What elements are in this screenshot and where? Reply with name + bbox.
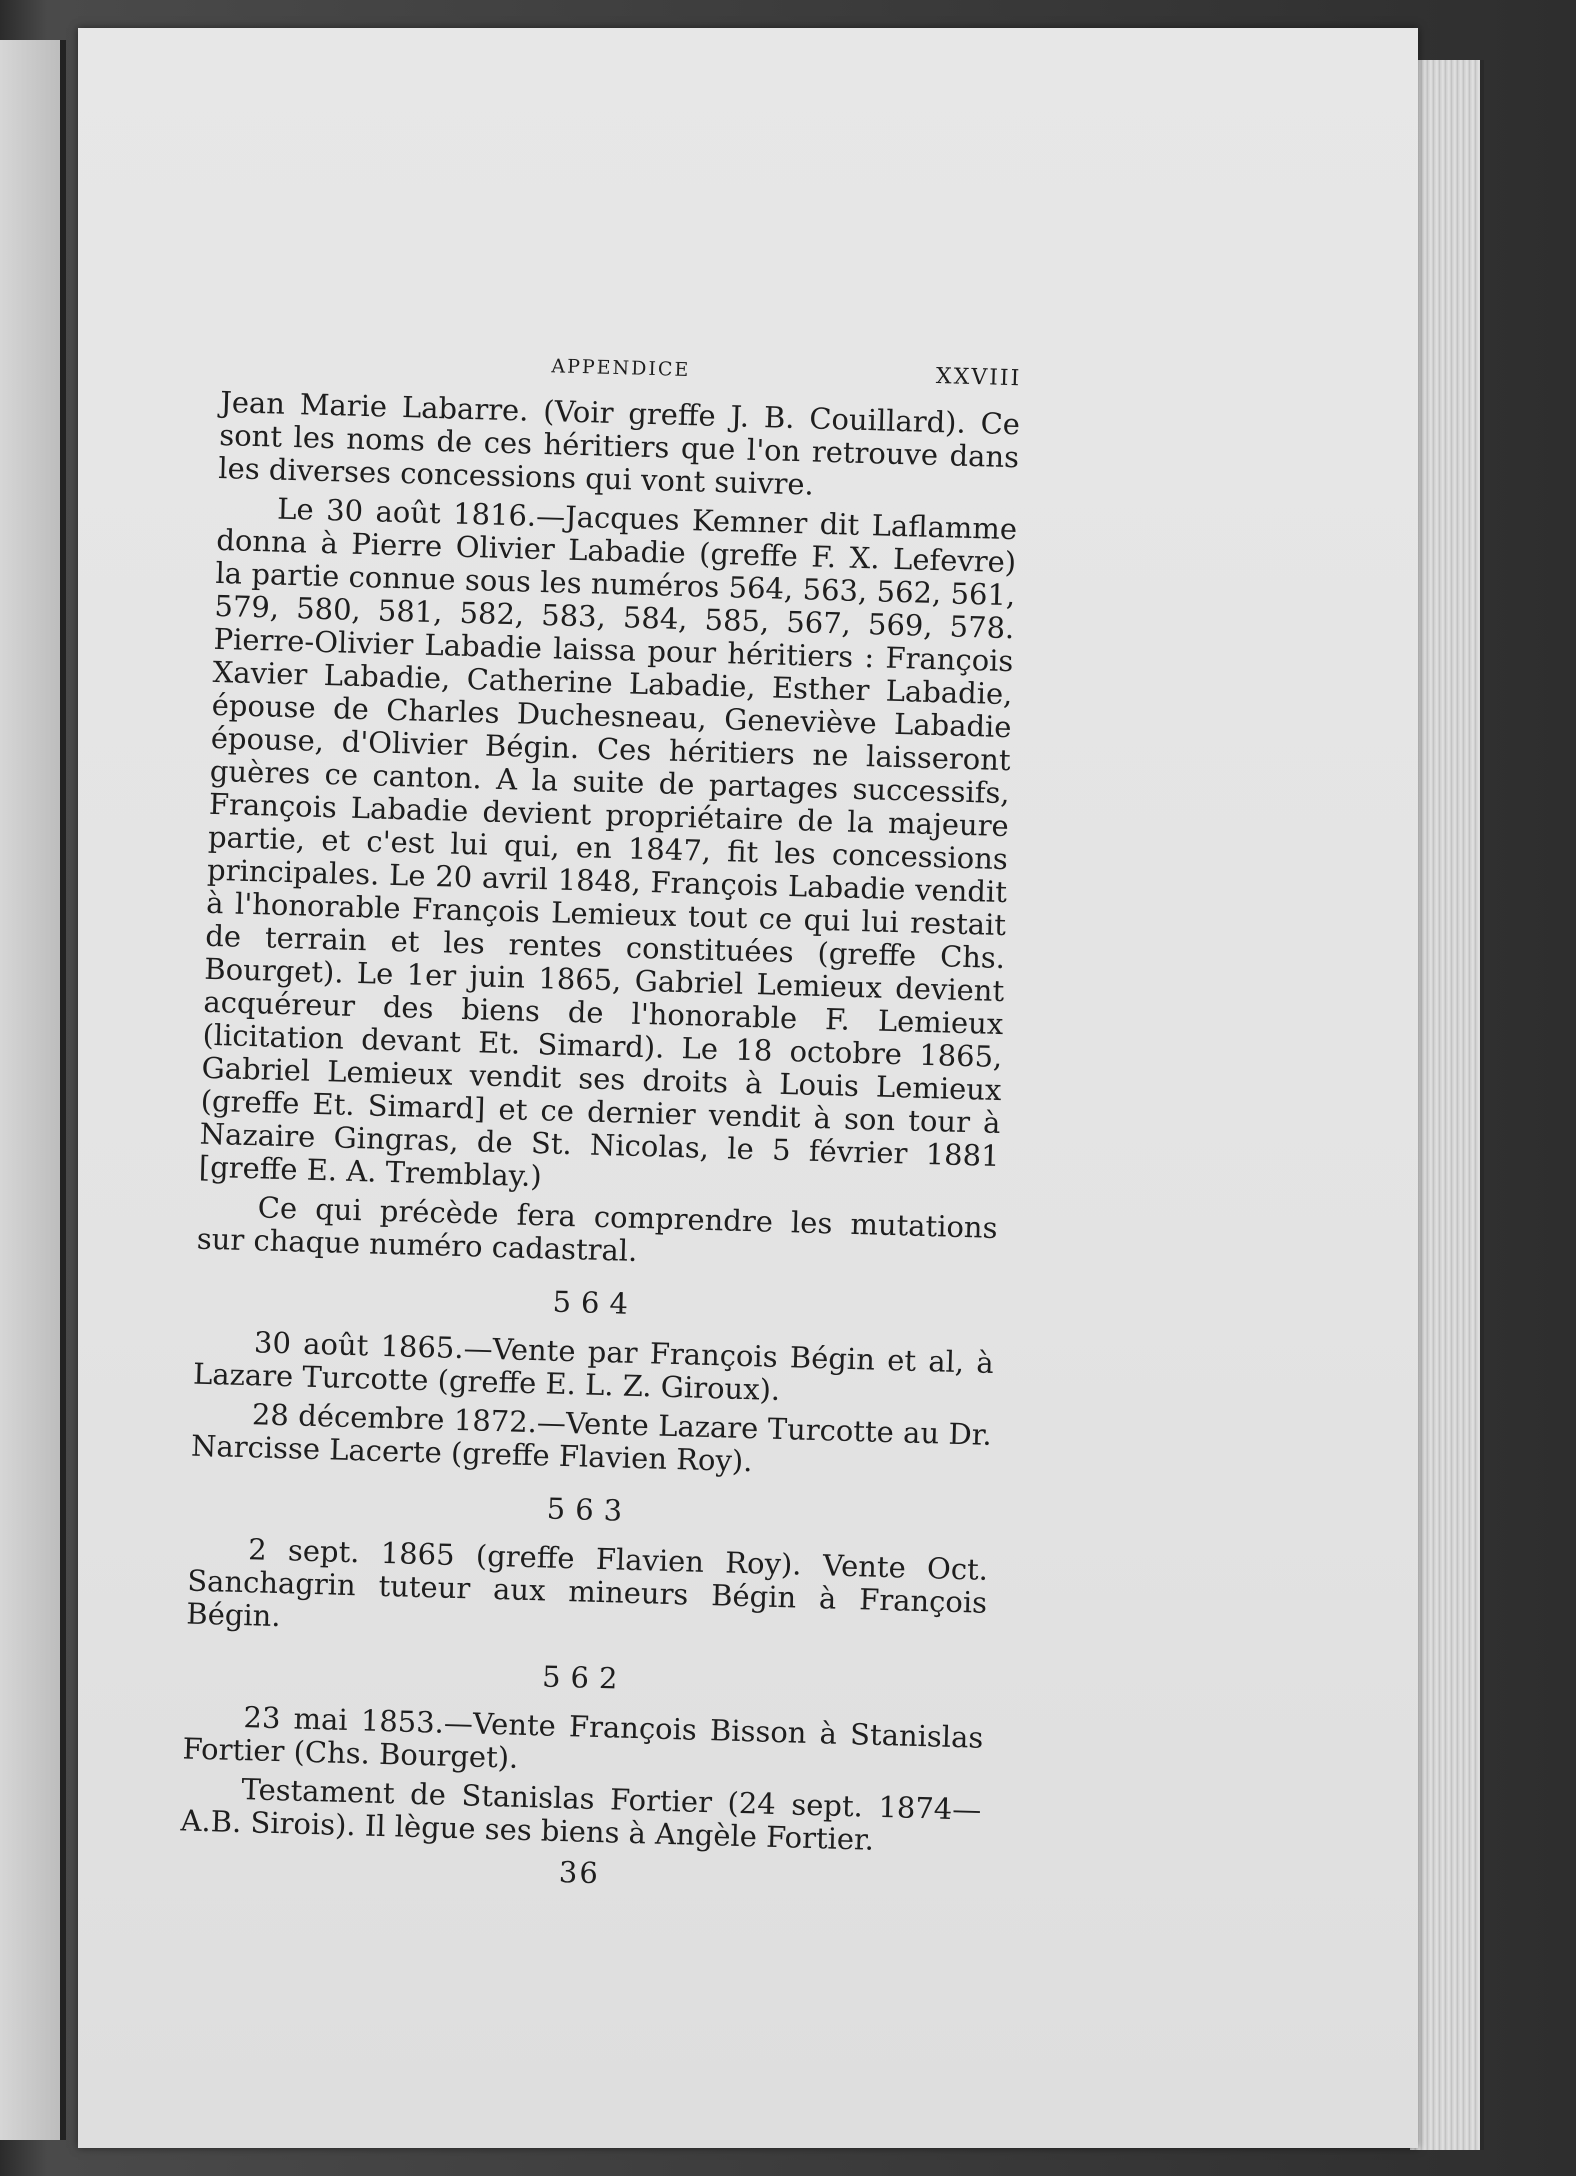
lot-564-entry-2: 28 décembre 1872.—Vente Lazare Turcotte au Dr. Narcisse Lacerte (greffe Flavien Roy). bbox=[190, 1397, 993, 1479]
lot-562-entry-1: 23 mai 1853.—Vente François Bisson à Stanislas Fortier (Chs. Bourget). bbox=[182, 1700, 984, 1775]
paragraph-summary: Ce qui précède fera comprendre les mutations sur chaque numéro cadastral. bbox=[196, 1190, 998, 1268]
facing-page-edge bbox=[0, 40, 66, 2140]
page-text-block bbox=[179, 340, 1022, 1901]
running-head-title: APPENDICE bbox=[551, 355, 691, 382]
page-number: 36 bbox=[558, 1855, 601, 1891]
page-stack-edge bbox=[1410, 60, 1484, 2150]
paragraph-history: Le 30 août 1816.—Jacques Kemner dit Laflamme donna à Pierre Olivier Labadie (greffe F. X. Lefevre) la partie connue sous les numéros 564, 563, 562, 561, 579, 580, 581, 582, 583, 584, 585, 567, 569, 578. Pierre-Olivier Labadie laissa pour héritiers : François Xavier Labadie, Catherine Labadie, Esther Labadie, épouse de Charles Duchesneau, Geneviève Labadie épouse, d'Olivier Bégin. Ces héritiers ne laisseront guères ce canton. A la suite de partages successifs, François Labadie devient propriétaire de la majeure partie, et c'est lui qui, en 1847, fit les concessions principales. Le 20 avril 1848, François Labadie vendit à l'honorable François Lemieux tout ce qui lui restait de terrain et les rentes constituées (greffe Chs. Bourget). Le 1er juin 1865, Gabriel Lemieux devient acquéreur des biens de l'honorable F. Lemieux (licitation devant Et. Simard). Le 18 octobre 1865, Gabriel Lemieux vendit ses droits à Louis Lemieux (greffe Et. Simard] et ce dernier vendit à son tour à Nazaire Gingras, de St. Nicolas, le 5 février 1881 [greffe E. A. Tremblay.) bbox=[198, 491, 1018, 1194]
lot-564-entry-1: 30 août 1865.—Vente par François Bégin et al, à Lazare Turcotte (greffe E. L. Z. Giroux). bbox=[192, 1325, 995, 1407]
lot-563-entry-1: 2 sept. 1865 (greffe Flavien Roy). Vente Oct. Sanchagrin tuteur aux mineurs Bégin à François Bégin. bbox=[185, 1532, 989, 1634]
lot-heading-562: 562 bbox=[541, 1659, 628, 1696]
running-head-folio: XXVIII bbox=[935, 363, 1022, 392]
lot-heading-564: 564 bbox=[552, 1284, 639, 1321]
lot-heading-563: 563 bbox=[546, 1491, 633, 1528]
lot-562-entry-2: Testament de Stanislas Fortier (24 sept. 1874—A.B. Sirois). Il lègue ses biens à Angèle Fortier. bbox=[180, 1772, 982, 1857]
paragraph-heirs-continuation: Jean Marie Labarre. (Voir greffe J. B. Couillard). Ce sont les noms de ces héritiers que l'on retrouve dans les diverses concessions qui vont suivre. bbox=[217, 384, 1021, 502]
